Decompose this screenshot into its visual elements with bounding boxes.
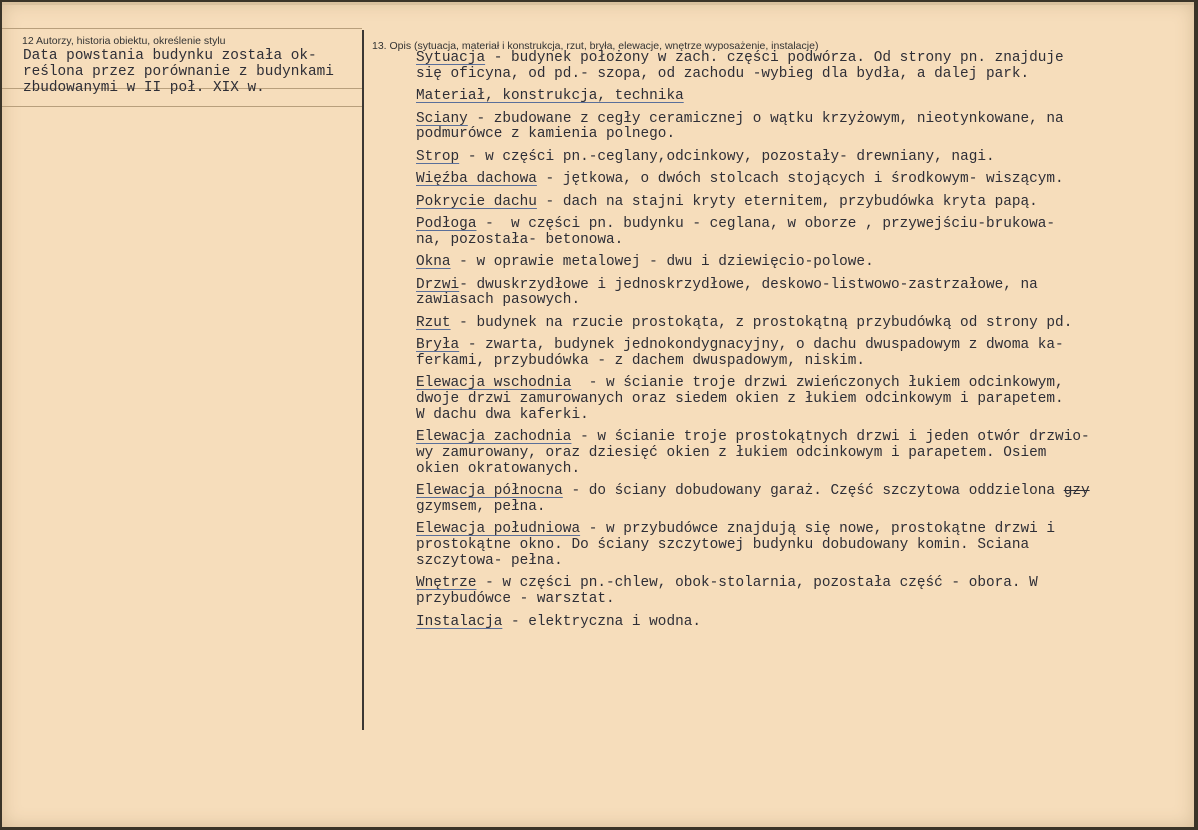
section-term: Elewacja południowa xyxy=(416,521,581,538)
section-text: - elektryczna i wodna. xyxy=(502,613,701,630)
section-text: - budynek położony w zach. części podwórza. Od strony pn. znajduje się oficyna, od pd.- szopa, od zachodu -wybieg dla bydła, a dalej park. xyxy=(416,50,1064,82)
description-section xyxy=(416,576,1194,608)
description-section xyxy=(416,376,1194,423)
description-section xyxy=(416,150,1194,166)
section-text: - jętkowa, o dwóch stolcach stojących i środkowym- wiszącym. xyxy=(536,171,1064,188)
section-text: - dwuskrzydłowe i jednoskrzydłowe, deskowo-listwowo-zastrzałowe, na zawiasach pasowych. xyxy=(416,276,1038,309)
section-text: - zwarta, budynek jednokondygnacyjny, o dachu dwuspadowym z dwoma ka- ferkami, przybudówka - z dachem dwuspadowym, niskim. xyxy=(416,337,1064,369)
section-term: Podłoga xyxy=(416,215,477,232)
description-section xyxy=(416,278,1194,310)
section-text: - do ściany dobudowany garaż. Część szczytowa oddzielona xyxy=(562,483,1064,500)
description-section xyxy=(416,430,1194,477)
section-term: Elewacja północna xyxy=(416,483,563,500)
header-rule-left xyxy=(2,28,362,29)
section-term: Pokrycie dachu xyxy=(416,193,537,210)
header-description: 13. Opis (sytuacja, materiał i konstrukcja, rzut, bryła, elewacje, wnętrze wyposażenie, instalacje) xyxy=(372,40,819,52)
description-section xyxy=(416,338,1194,370)
section-term: Wnętrze xyxy=(416,575,477,592)
section-term: Sytuacja xyxy=(416,50,486,66)
card-top-edge xyxy=(2,2,1194,5)
header-authors-history: 12 Autorzy, historia obiektu, określenie stylu xyxy=(22,35,226,47)
section-term: Sciany xyxy=(416,110,468,127)
section-term: Materiał, konstrukcja, technika xyxy=(416,88,684,105)
section-text-continued: gzymsem, pełna. xyxy=(416,499,546,516)
description-section xyxy=(416,217,1194,249)
description-section xyxy=(416,195,1194,211)
description-section xyxy=(416,615,1194,631)
description-section xyxy=(416,89,1194,105)
section-text: - dach na stajni kryty eternitem, przybudówka kryta papą. xyxy=(536,193,1038,210)
description-section xyxy=(416,172,1194,188)
description-section xyxy=(416,522,1194,569)
description-body xyxy=(416,51,1194,637)
section-text: - w części pn. budynku - ceglana, w oborze , przywejściu-brukowa- na, pozostała- betonowa. xyxy=(416,215,1056,248)
struck-text: gzy xyxy=(1063,483,1090,500)
column-divider xyxy=(362,30,364,730)
section-term: Drzwi xyxy=(416,276,460,293)
form-rule-2 xyxy=(2,106,362,107)
section-term: Strop xyxy=(416,148,460,165)
description-section xyxy=(416,484,1194,516)
dating-note: Data powstania budynku została ok- reślona przez porównanie z budynkami zbudowanymi w II poł. XIX w. xyxy=(23,48,334,97)
section-term: Rzut xyxy=(416,314,451,331)
section-text: - w ścianie troje prostokątnych drzwi i jeden otwór drzwio- wy zamurowany, oraz dziesięć okien z łukiem odcinkowym i parapetem. Osiem okien okratowanych. xyxy=(416,429,1090,477)
section-term: Okna xyxy=(416,254,451,271)
section-text: - w ścianie troje drzwi zwieńczonych łukiem odcinkowym, dwoje drzwi zamurowanych oraz siedem okien z łukiem odcinkowym i parapetem. W dachu dwa kaferki. xyxy=(416,375,1064,423)
section-term: Elewacja wschodnia xyxy=(416,375,572,392)
section-text: - w oprawie metalowej - dwu i dziewięcio-polowe. xyxy=(450,254,874,271)
description-section xyxy=(416,255,1194,271)
section-term: Instalacja xyxy=(416,613,503,630)
description-section xyxy=(416,316,1194,332)
section-text: - zbudowane z cegły ceramicznej o wątku krzyżowym, nieotynkowane, na podmurówce z kamienia polnego. xyxy=(416,110,1064,143)
section-text: - budynek na rzucie prostokąta, z prostokątną przybudówką od strony pd. xyxy=(450,314,1073,331)
section-text: - w części pn.-chlew, obok-stolarnia, pozostała część - obora. W przybudówce - warsztat. xyxy=(416,575,1038,608)
section-text: - w części pn.-ceglany,odcinkowy, pozostały- drewniany, nagi. xyxy=(459,148,995,165)
description-section xyxy=(416,112,1194,144)
section-text: - w przybudówce znajdują się nowe, prostokątne drzwi i prostokątne okno. Do ściany szczytowej budynku dobudowany komin. Sciana szczytowa- pełna. xyxy=(416,521,1056,570)
record-card xyxy=(2,2,1194,827)
section-term: Bryła xyxy=(416,337,460,354)
description-section xyxy=(416,51,1194,83)
section-term: Więźba dachowa xyxy=(416,171,537,188)
section-term: Elewacja zachodnia xyxy=(416,429,572,446)
